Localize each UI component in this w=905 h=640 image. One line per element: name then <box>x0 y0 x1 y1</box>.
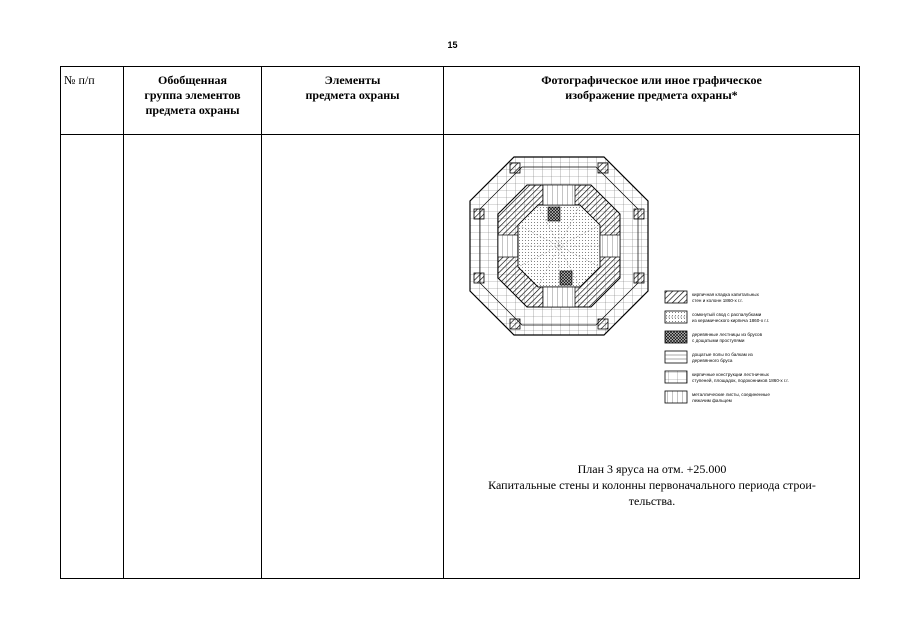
legend-text: из керамического кирпича 1860-х г.г. <box>692 318 770 323</box>
legend-text: с дощатыми проступями <box>692 338 745 343</box>
caption-line: тельства. <box>628 494 676 508</box>
legend-item-brick <box>665 291 760 303</box>
opening-west <box>498 235 518 257</box>
caption-line: Капитальные стены и колонны первоначального периода строи- <box>488 478 816 492</box>
legend-item-stairs <box>665 331 763 343</box>
stair-north <box>548 207 560 221</box>
header-image <box>444 67 860 135</box>
cell-elements <box>262 135 444 579</box>
legend-item-vault <box>665 311 769 323</box>
stair-south <box>560 271 572 285</box>
legend-text: ступеней, площадок, подоконников 1860-х г.г. <box>692 378 789 383</box>
page-number: 15 <box>447 40 458 50</box>
header-image-line: изображение предмета охраны* <box>565 88 738 102</box>
cell-group <box>124 135 262 579</box>
legend-item-floors <box>665 351 753 363</box>
header-image-line: Фотографическое или иное графическое <box>541 73 762 87</box>
header-elements-line: предмета охраны <box>305 88 400 102</box>
floor-plan-figure <box>452 155 852 435</box>
opening-north <box>543 185 575 205</box>
figure-caption <box>444 461 860 509</box>
header-group-line: предмета охраны <box>145 103 240 117</box>
legend-text: дощатые полы по балкам из <box>692 352 753 357</box>
protection-table <box>60 66 860 579</box>
cell-image <box>444 135 860 579</box>
legend-text: кирпичные конструкции лестничных <box>692 372 769 377</box>
table-row <box>61 135 860 579</box>
legend-text: сомкнутый свод с распалубками <box>692 312 762 317</box>
legend-text: металлические листы, соединенные <box>692 392 770 397</box>
header-group-line: Обобщенная <box>158 73 227 87</box>
legend-text: стен и колонн 1860-х г.г. <box>692 298 743 303</box>
legend-item-metal <box>665 391 770 403</box>
cell-number <box>61 135 124 579</box>
caption-line: План 3 яруса на отм. +25.000 <box>577 462 727 476</box>
header-group-line: группа элементов <box>144 88 241 102</box>
legend-text: деревянные лестницы из брусов <box>692 332 763 337</box>
legend <box>665 291 789 403</box>
opening-south <box>543 287 575 307</box>
legend-text: кирпичная кладка капитальных <box>692 292 759 297</box>
header-elements <box>262 67 444 135</box>
legend-item-brickwork <box>665 371 789 383</box>
table-header-row <box>61 67 860 135</box>
legend-text: деревянного бруса <box>692 358 733 363</box>
header-group <box>124 67 262 135</box>
header-elements-line: Элементы <box>324 73 381 87</box>
legend-text: лежачим фальцем <box>692 398 732 403</box>
opening-east <box>600 235 620 257</box>
header-number: № п/п <box>61 67 124 135</box>
